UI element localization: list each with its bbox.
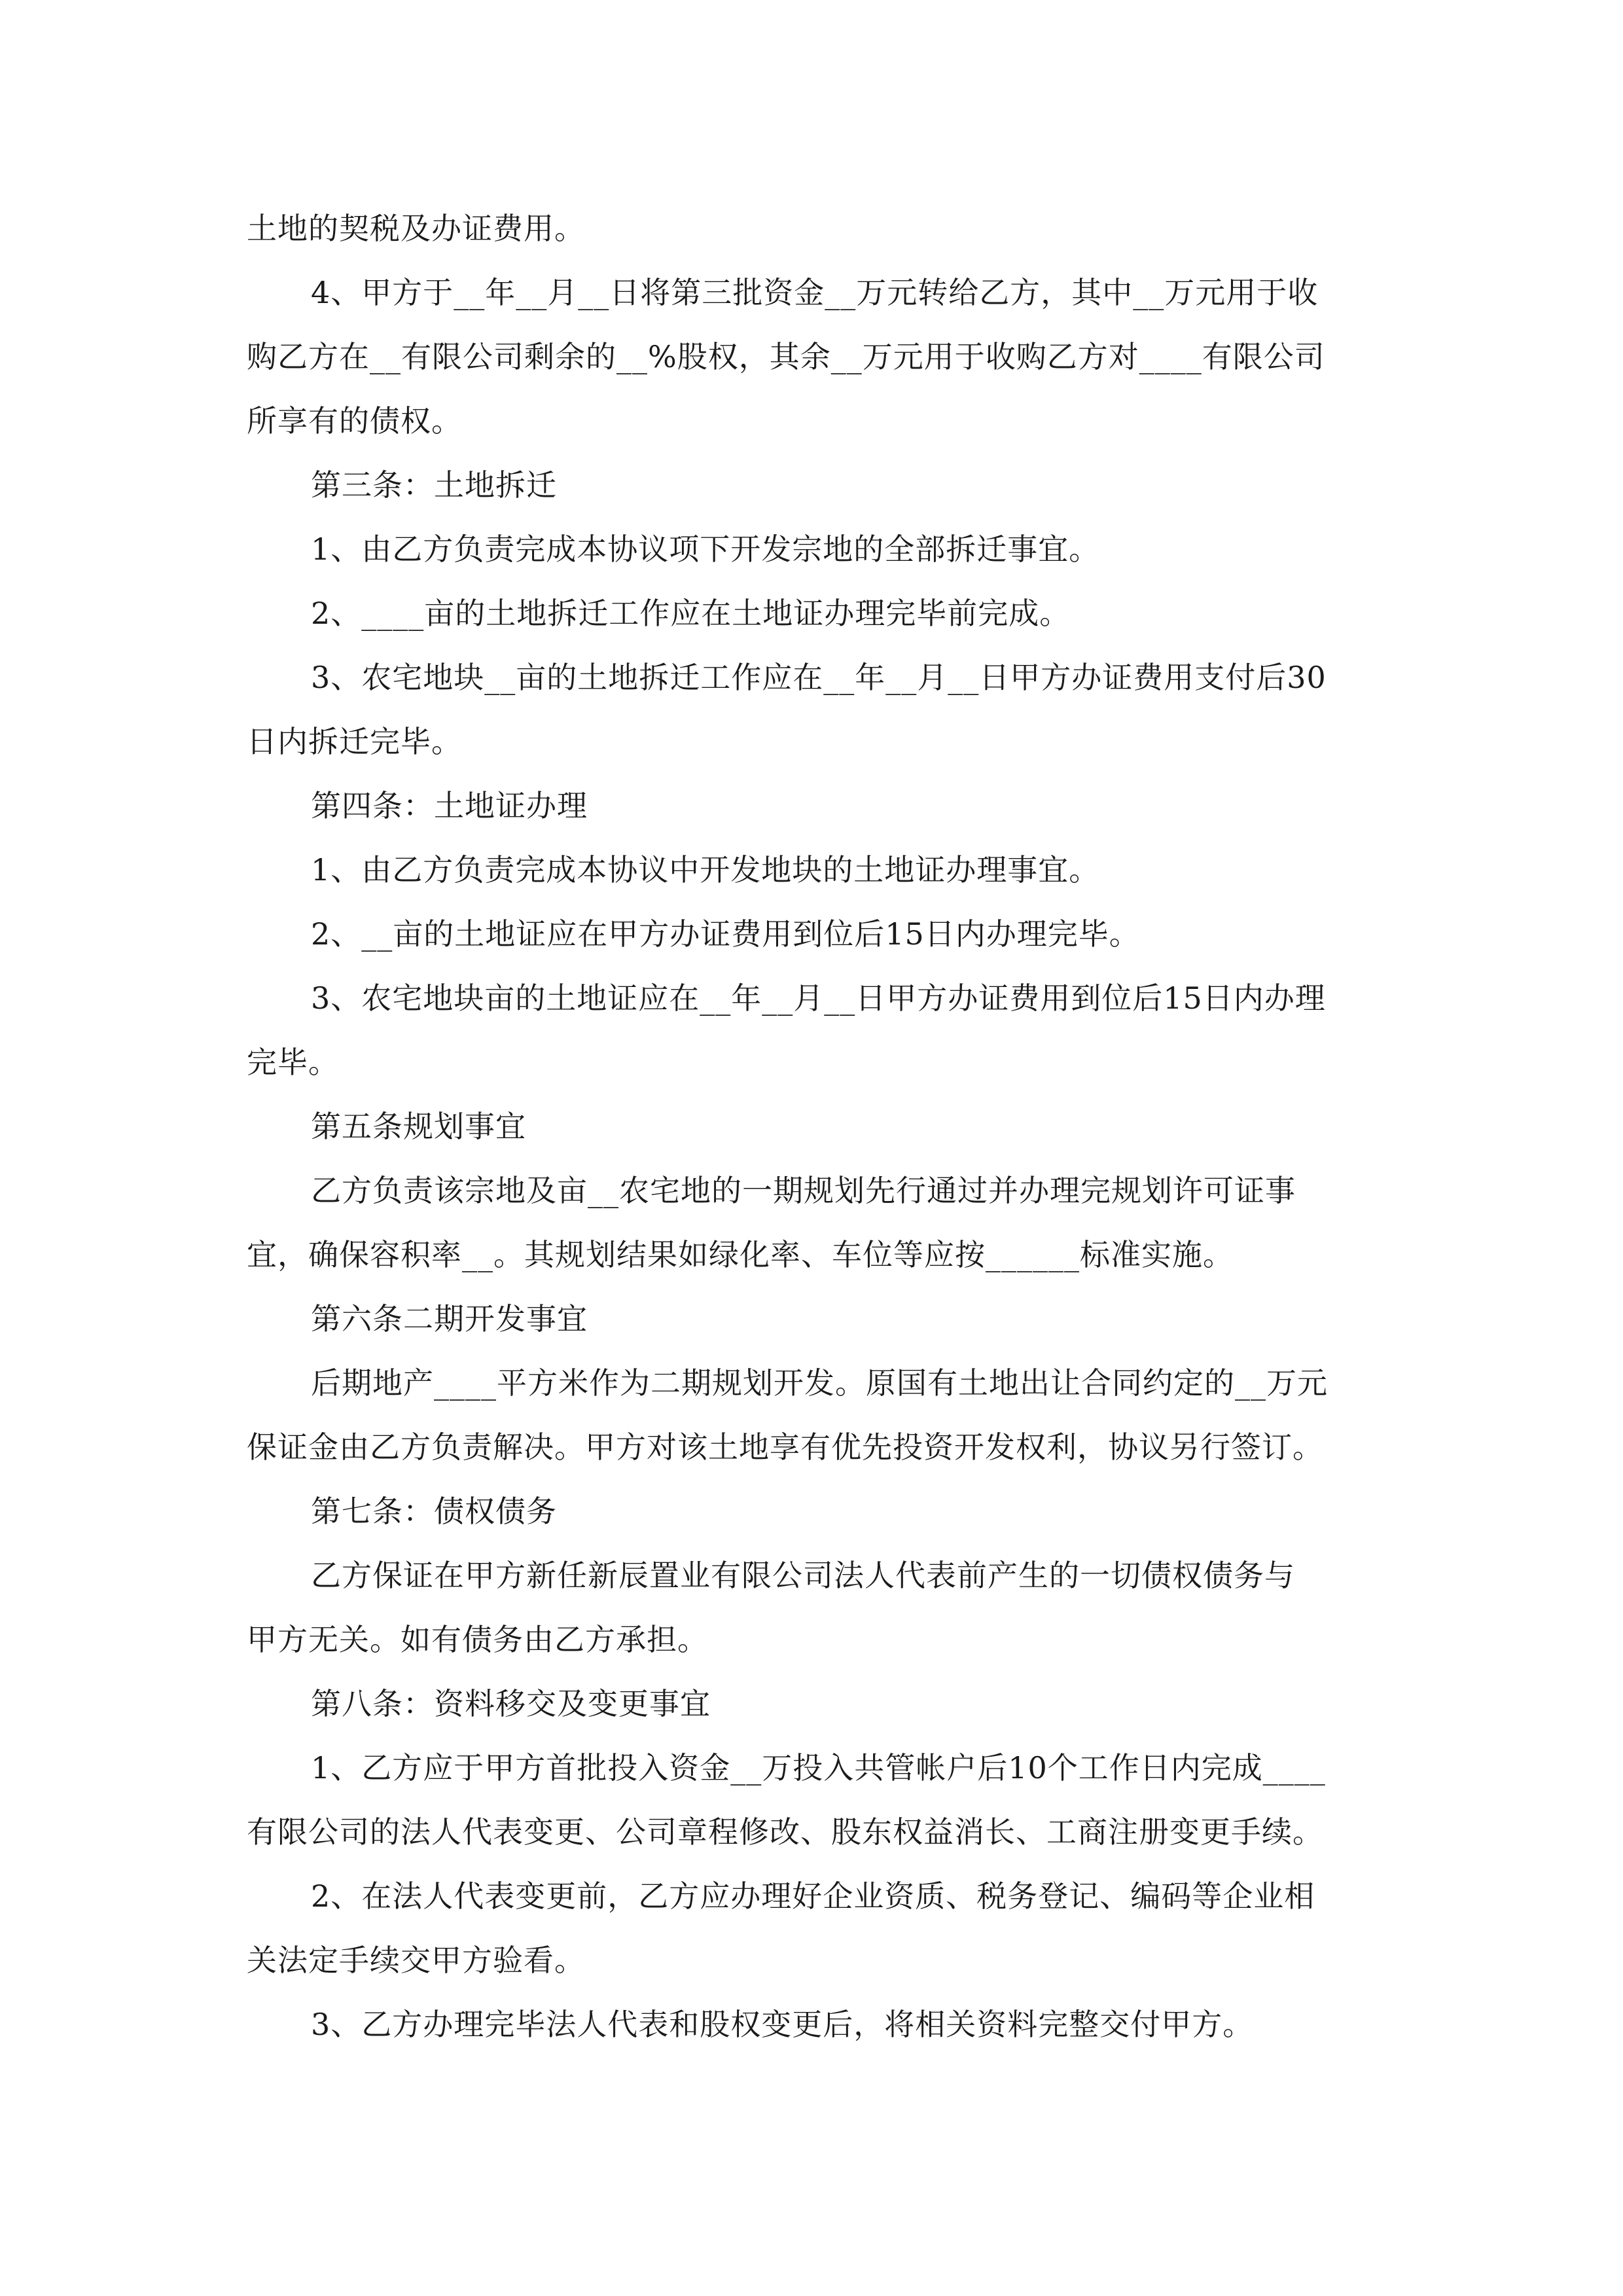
text-line: 后期地产____平方米作为二期规划开发。原国有土地出让合同约定的__万元 [311,1365,1328,1401]
document-body [247,196,1379,2056]
text-line: 3、农宅地块亩的土地证应在__年__月__日甲方办证费用到位后15日内办理 [311,980,1326,1016]
text-line: 乙方保证在甲方新任新辰置业有限公司法人代表前产生的一切债权债务与 [311,1558,1295,1593]
text-line: 乙方负责该宗地及亩__农宅地的一期规划先行通过并办理完规划许可证事 [311,1173,1296,1208]
section-heading: 第四条：土地证办理 [311,788,588,823]
text-line: 土地的契税及办证费用。 [247,211,585,246]
text-line: 2、__亩的土地证应在甲方办证费用到位后15日内办理完毕。 [311,916,1140,952]
text-line: 关法定手续交甲方验看。 [247,1943,585,1978]
text-line: 所享有的债权。 [247,403,462,439]
text-line: 2、在法人代表变更前，乙方应办理好企业资质、税务登记、编码等企业相 [311,1878,1315,1914]
text-line: 完毕。 [247,1045,339,1080]
text-line: 3、农宅地块__亩的土地拆迁工作应在__年__月__日甲方办证费用支付后30 [311,660,1327,695]
text-line: 日内拆迁完毕。 [247,724,462,759]
section-heading: 第六条二期开发事宜 [311,1301,588,1336]
text-line: 1、由乙方负责完成本协议中开发地块的土地证办理事宜。 [311,852,1100,888]
section-heading: 第七条：债权债务 [311,1494,557,1529]
text-line: 4、甲方于__年__月__日将第三批资金__万元转给乙方，其中__万元用于收 [311,275,1319,310]
section-heading: 第八条：资料移交及变更事宜 [311,1686,711,1721]
text-line: 3、乙方办理完毕法人代表和股权变更后，将相关资料完整交付甲方。 [311,2007,1254,2042]
text-line: 购乙方在__有限公司剩余的__%股权，其余__万元用于收购乙方对____有限公司 [247,339,1325,374]
text-line: 1、乙方应于甲方首批投入资金__万投入共管帐户后10个工作日内完成____ [311,1750,1326,1785]
text-line: 保证金由乙方负责解决。甲方对该土地享有优先投资开发权利，协议另行签订。 [247,1429,1323,1465]
text-line: 甲方无关。如有债务由乙方承担。 [247,1622,708,1657]
section-heading: 第五条规划事宜 [311,1109,526,1144]
section-heading: 第三条：土地拆迁 [311,467,557,503]
text-line: 宜，确保容积率__。其规划结果如绿化率、车位等应按______标准实施。 [247,1237,1234,1272]
text-line: 2、____亩的土地拆迁工作应在土地证办理完毕前完成。 [311,596,1071,631]
text-line: 有限公司的法人代表变更、公司章程修改、股东权益消长、工商注册变更手续。 [247,1814,1323,1850]
text-line: 1、由乙方负责完成本协议项下开发宗地的全部拆迁事宜。 [311,531,1100,567]
